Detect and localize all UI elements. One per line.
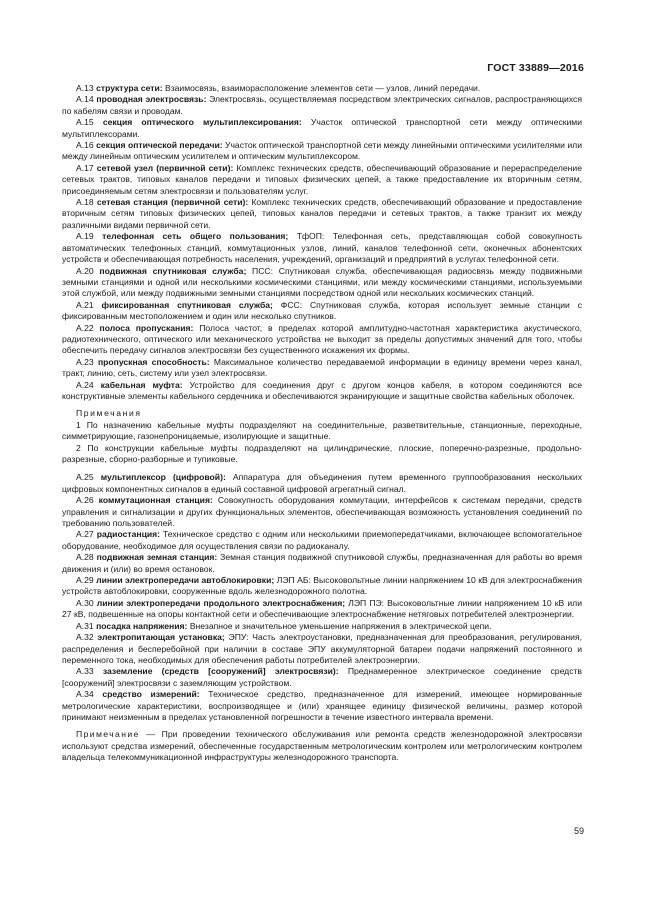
definition-entry — [62, 495, 582, 529]
entry-definition: Комплекс технических средств, обеспечивающий образование и перераспределение сетевых трактов, типовых каналов передачи и типовых физических цепей, а также предоставление их вторичным сетям, присоединяемым сетям электросвязи и пользователям услуг. — [62, 162, 583, 196]
definition-entry — [62, 266, 582, 300]
definition-entry — [62, 598, 582, 621]
entry-term: коммутационная станция: — [98, 495, 213, 506]
note-item: 1 По назначению кабельные муфты подразделяют на соединительные, разветвительные, станционные, переходные, симметрирующие, газонепроницаемые, изолирующие и защитные. — [62, 419, 582, 442]
entry-term: кабельная муфта: — [100, 379, 183, 390]
entry-number: А.21 — [76, 299, 94, 310]
entry-definition: ЭПУ: Часть электроустановки, предназначенная для преобразования, регулирования, распределения и бесперебойной при наличии в составе ЭПУ аккумуляторной батареи подачи напряжений постоянного и переменного тока, необходимых для обеспечения работы потребителей электроэнергии. — [62, 632, 582, 665]
entry-number: А.31 — [76, 620, 94, 631]
entry-number: А.23 — [76, 356, 94, 367]
definition-entry — [62, 380, 582, 403]
final-note-text: При проведении технического обслуживания или ремонта средств железнодорожной электросвязи используют средства измерений, обеспеченные государственным метрологическим контролем или метрологическим контролем владельца телекоммуникационной инфраструктуры железнодорожного транспорта. — [62, 729, 582, 763]
entry-term: секция оптической передачи: — [96, 140, 223, 151]
entry-term: секция оптического мультиплексирования: — [102, 117, 302, 128]
entry-definition: ФСС: Спутниковая служба, которая использует земные станции с фиксированным местоположением и один или несколько спутников. — [62, 299, 582, 322]
entry-term: телефонная сеть общего пользования; — [102, 231, 289, 242]
entry-term: посадка напряжения: — [96, 620, 188, 631]
entry-term: линии электропередачи продольного электроснабжения; — [96, 597, 346, 608]
definition-entry — [62, 529, 582, 552]
entry-number: А.16 — [76, 140, 94, 151]
entry-definition: Аппаратура для объединения путем временного группообразования нескольких цифровых компонентных сигналов в единый составной цифровой агрегатный сигнал. — [62, 472, 583, 494]
entry-term: полоса пропускания: — [99, 322, 194, 333]
final-note-label: Примечание — — [76, 729, 157, 740]
entry-definition: ЛЭП ПЭ: Высоковольтные линии напряжением 10 кВ или 27 кВ, подвешенные на опоры контактной сети и обеспечивающие электроснабжение нетяговых потребителей электроэнергии. — [62, 597, 582, 620]
definition-entry — [62, 197, 582, 231]
entry-definition: ЛЭП АБ: Высоковольтные линии напряжением 10 кВ для электроснабжения устройств автоблокировки, сооруженные вдоль железнодорожного полотна. — [62, 575, 583, 597]
definition-entry — [62, 323, 582, 357]
entry-definition: Земная станция подвижной спутниковой службы, предназначенная для работы во время движения и (или) во время остановок. — [62, 552, 582, 574]
entry-definition: Полоса частот, в пределах которой амплитудно-частотная характеристика акустического, радиотехнического, оптического или механического устройства не выходит за пределы допустимых значений для того, чтобы обеспечить передачу сигналов электросвязи без существенного искажения их формы. — [62, 322, 583, 356]
definition-entry — [62, 163, 582, 197]
entry-number: А.34 — [76, 689, 94, 700]
entry-definition: Максимальное количество передаваемой информации в единицу времени через канал, тракт, линию, сеть, систему или узел электросвязи. — [62, 356, 583, 379]
page-number: 59 — [573, 826, 584, 836]
entry-term: средство измерений: — [102, 689, 200, 700]
entry-definition: Комплекс технических средств, обеспечивающий образование и предоставление вторичным сетям типовых физических цепей, типовых каналов передачи и сетевых трактов, а также транзит их между различными видами первичной сети. — [62, 197, 582, 230]
entry-number: А.24 — [76, 379, 94, 390]
definition-entry — [62, 575, 582, 598]
definition-entry — [62, 117, 582, 140]
entry-number: А.17 — [76, 162, 94, 173]
definition-entry — [62, 552, 582, 575]
notes-list — [62, 420, 582, 466]
entry-term: линии электропередачи автоблокировки; — [96, 575, 275, 586]
entry-number: А.28 — [76, 552, 94, 563]
entry-number: А.18 — [76, 197, 94, 208]
notes-heading: Примечания — [76, 408, 142, 419]
entry-term: проводная электросвязь: — [96, 94, 207, 105]
entry-number: А.20 — [76, 265, 94, 276]
definition-entry — [62, 94, 582, 117]
definitions-list-1 — [62, 83, 582, 402]
entry-number: А.15 — [76, 117, 94, 128]
definition-entry — [62, 632, 582, 666]
definition-entry — [62, 357, 582, 380]
entry-definition: Электросвязь, осуществляемая посредством электрических сигналов, распространяющихся по кабелям связи и проводам. — [62, 94, 582, 116]
definition-entry — [62, 300, 582, 323]
entry-term: сетевой узел (первичной сети): — [96, 162, 234, 173]
entry-term: подвижная спутниковая служба; — [99, 265, 247, 276]
entry-definition: Внезапное и значительное уменьшение напряжения в электрической цепи. — [189, 620, 492, 631]
entry-term: структура сети: — [96, 83, 163, 93]
definition-entry — [62, 140, 582, 163]
entry-number: А.33 — [76, 666, 94, 677]
definition-entry — [62, 231, 582, 265]
entry-definition: Совокупность оборудования коммутации, интерфейсов к системам передачи, средств управления и сигнализации и других функциональных элементов, обеспечивающая возможность установления соединений по требованию пользователей. — [62, 495, 582, 529]
note-item: 2 По конструкции кабельные муфты подразделяют на цилиндрические, плоские, поперечно-разрезные, продольно-разрезные, сборно-разборные и тупиковые. — [62, 442, 582, 464]
entry-number: А.29 — [76, 575, 94, 586]
entry-definition: Взаимосвязь, взаиморасположение элементов сети — узлов, линий передачи. — [164, 83, 481, 93]
entry-term: сетевая станция (первичной сети): — [96, 197, 249, 208]
entry-number: А.22 — [76, 322, 94, 333]
entry-term: радиостанция: — [96, 529, 161, 540]
entry-term: мультиплексор (цифровой): — [100, 472, 226, 483]
entry-number: А.30 — [76, 597, 94, 608]
definition-entry — [62, 472, 582, 495]
entry-definition: Техническое средство с одним или несколькими приемопередатчиками, включающее вспомогательное оборудование, необходимое для осуществления связи по радиоканалу. — [62, 529, 583, 551]
entry-term: пропускная способность: — [97, 356, 210, 367]
entry-term: подвижная земная станция: — [96, 552, 218, 563]
entry-number: А.32 — [76, 632, 94, 643]
entry-number: А.26 — [76, 495, 94, 506]
definitions-list-2 — [62, 472, 582, 723]
definition-entry — [62, 621, 582, 632]
entry-definition: Техническое средство, предназначенное для измерений, имеющее нормированные метрологические характеристики, воспроизводящее и (или) хранящее единицу физической величины, размер которой принимают неизменным в пределах установленной погрешности в течение известного интервала времени. — [62, 689, 583, 722]
entry-term: заземление (средств [сооружений] электросвязи): — [102, 666, 339, 677]
entry-number: А.25 — [76, 472, 94, 483]
entry-definition: Преднамеренное электрическое соединение средств [сооружений] электросвязи с заземляющим устройством. — [62, 666, 582, 688]
entry-definition: Участок оптической транспортной сети между оптическими мультиплексорами. — [62, 117, 583, 139]
definition-entry — [62, 666, 582, 689]
definition-entry — [62, 83, 582, 94]
entry-term: электропитающая установка; — [97, 632, 225, 643]
entry-definition: Устройство для соединения друг с другом концов кабеля, в котором соединяются все конструктивные элементы кабельного сердечника и обеспечиваются экранирующие и защитные свойства кабельных оболочек. — [62, 379, 583, 401]
entry-number: А.19 — [76, 231, 94, 242]
entry-definition: ТфОП: Телефонная сеть, представляющая собой совокупность автоматических телефонных станций, коммутационных узлов, линий, каналов телефонной сети, оконечных абонентских устройств и обеспечивающая потребность населения, учреждений, организаций и предприятий в услугах телефонной сети. — [62, 231, 583, 265]
entry-term: фиксированная спутниковая служба; — [101, 299, 273, 310]
document-body — [62, 83, 582, 764]
final-note — [62, 729, 582, 763]
entry-number: А.27 — [76, 529, 94, 540]
entry-definition: ПСС: Спутниковая служба, обеспечивающая радиосвязь между подвижными земными станциями и одной или несколькими космическими станциями, или между космическими станциями, используемыми этой службой, или между подвижными земными станциями посредством одной или нескольких космических станций. — [62, 265, 582, 299]
definition-entry — [62, 689, 582, 723]
entry-number: А.14 — [76, 94, 94, 105]
page-header: ГОСТ 33889—2016 — [487, 62, 584, 74]
entry-definition: Участок оптической транспортной сети между линейными оптическими усилителями или между линейным оптическим усилителем и оптическим мультиплексором. — [62, 140, 582, 162]
entry-number: А.13 — [76, 83, 94, 93]
